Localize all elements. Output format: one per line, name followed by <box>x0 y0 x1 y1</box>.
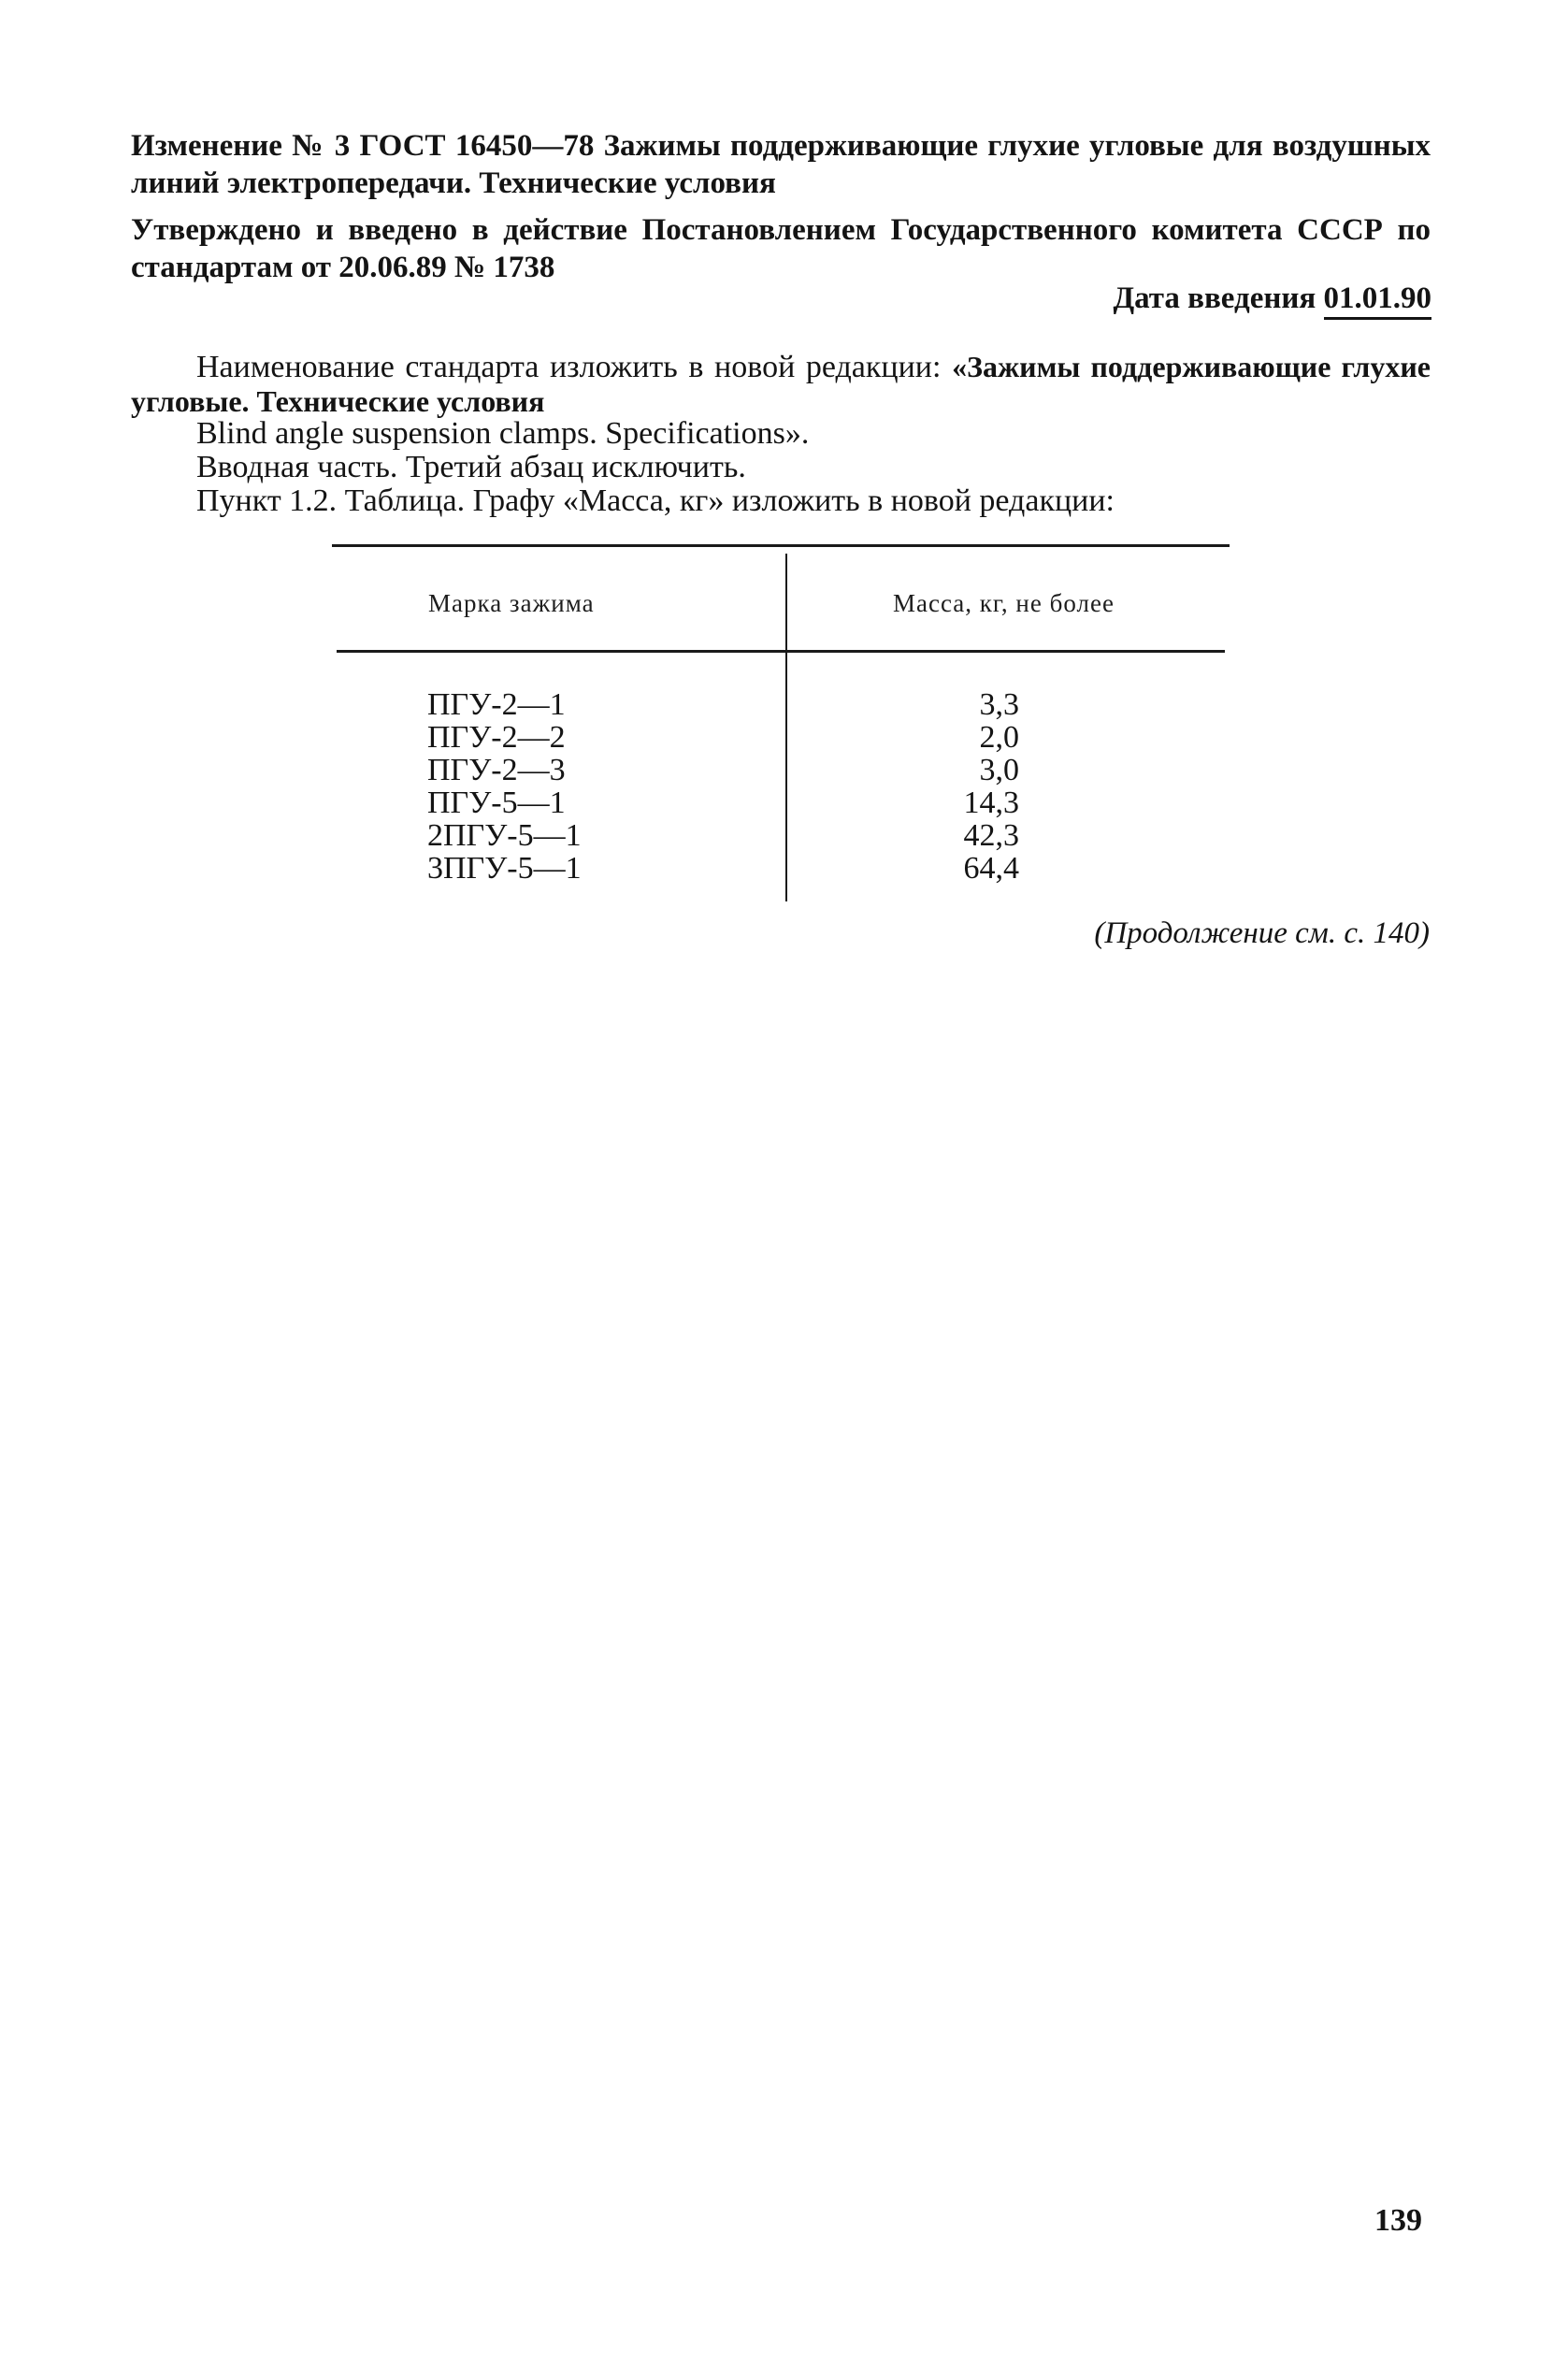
paragraph-standard-name-text: Наименование стандарта изложить в новой редакции: <box>196 350 953 384</box>
table-cell-mark: 3ПГУ-5—1 <box>427 851 582 886</box>
page-number: 139 <box>1374 2203 1422 2238</box>
amendment-heading: Изменение № 3 ГОСТ 16450—78 Зажимы поддерживающие глухие угловые для воздушных линий электропередачи. Технические условия <box>131 129 1431 200</box>
table-cell-mass: 3,3 <box>979 687 1019 722</box>
introduction-date <box>1113 280 1431 317</box>
table-cell-mass: 3,0 <box>979 753 1019 787</box>
table-cell-mark: ПГУ-2—3 <box>427 753 566 787</box>
table-top-rule <box>332 544 1230 547</box>
table-header-mass: Масса, кг, не более <box>893 589 1115 617</box>
table-column-masses <box>926 688 1019 885</box>
table-cell-mass: 14,3 <box>963 786 1019 820</box>
table-column-marks <box>427 688 582 885</box>
paragraph-standard-name <box>131 350 1431 419</box>
table-cell-mark: ПГУ-2—1 <box>427 687 566 722</box>
table-cell-mass: 2,0 <box>979 720 1019 755</box>
paragraph-english-title: Blind angle suspension clamps. Specifications». <box>196 416 810 451</box>
table-header-mark: Марка зажима <box>428 589 595 617</box>
table-column-divider <box>785 554 787 901</box>
table-cell-mass: 42,3 <box>963 818 1019 853</box>
introduction-date-value: 01.01.90 <box>1324 281 1432 320</box>
table-cell-mark: ПГУ-5—1 <box>427 786 566 820</box>
introduction-date-label: Дата введения <box>1113 281 1316 315</box>
paragraph-table-change: Пункт 1.2. Таблица. Графу «Масса, кг» изложить в новой редакции: <box>196 483 1115 518</box>
paragraph-standard-name-new-title: «Зажимы поддерживающие глухие угловые. Технические условия <box>131 350 1431 418</box>
table-cell-mark: 2ПГУ-5—1 <box>427 818 582 853</box>
table-cell-mark: ПГУ-2—2 <box>427 720 566 755</box>
table-header-rule <box>337 650 1225 653</box>
continuation-note: (Продолжение см. с. 140) <box>1094 916 1430 950</box>
paragraph-introduction-change: Вводная часть. Третий абзац исключить. <box>196 450 746 484</box>
table-cell-mass: 64,4 <box>963 851 1019 886</box>
approval-statement: Утверждено и введено в действие Постановлением Государственного комитета СССР по стандартам от 20.06.89 № 1738 <box>131 213 1431 284</box>
